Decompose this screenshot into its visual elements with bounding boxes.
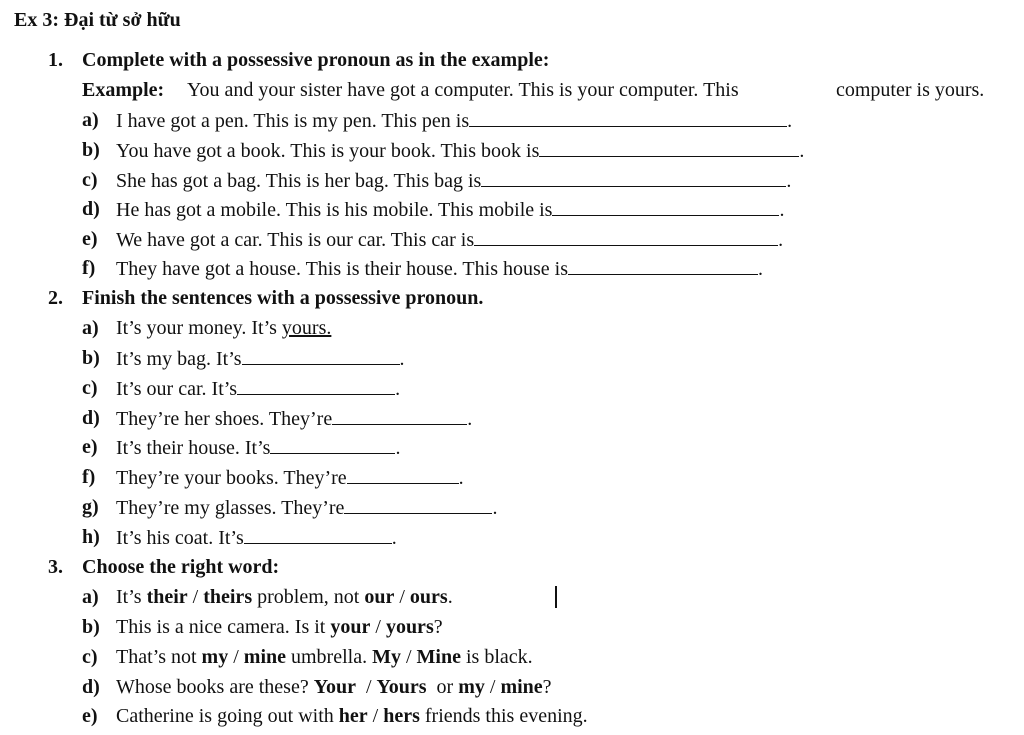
item-label: d) (82, 198, 100, 220)
choice-option[interactable]: my (458, 676, 485, 698)
choice-option[interactable]: our (364, 586, 395, 608)
sentence-end: . (447, 586, 453, 608)
choice-separator: / (370, 616, 386, 638)
item-end: . (757, 258, 763, 280)
choice-separator: / (355, 676, 377, 698)
sentence-start: This is a nice camera. Is it (116, 616, 331, 638)
choice-option[interactable]: Your (313, 676, 356, 698)
item-end: . (395, 378, 401, 400)
sentence-start: It’s (116, 586, 147, 608)
item-label: a) (82, 317, 99, 339)
item-label: b) (82, 347, 100, 369)
item-label: f) (82, 466, 96, 488)
choice-separator: / (484, 676, 501, 698)
item-label: e) (82, 705, 98, 727)
item-text: We have got a car. This is our car. This car is (116, 229, 475, 251)
choice-separator: / (394, 586, 410, 608)
choice-option[interactable]: their (146, 586, 188, 608)
choice-option[interactable]: hers (383, 705, 420, 727)
item-label: h) (82, 526, 100, 548)
item-text: They have got a house. This is their house. This house is (116, 258, 568, 280)
sentence-start: Whose books are these? (116, 676, 314, 698)
section-heading: Finish the sentences with a possessive pronoun. (82, 287, 484, 309)
item-label: e) (82, 436, 98, 458)
choice-option[interactable]: mine (243, 646, 286, 668)
item-text: I have got a pen. This is my pen. This pen is (116, 110, 470, 132)
item-label: d) (82, 676, 100, 698)
answer-blank[interactable] (344, 495, 492, 514)
sentence-start: That’s not (116, 646, 202, 668)
item-end: . (458, 467, 464, 489)
item-end: . (391, 527, 397, 549)
item-label: g) (82, 496, 99, 518)
answer-blank[interactable] (237, 376, 395, 395)
answer-blank[interactable] (469, 108, 787, 127)
item-label: c) (82, 646, 98, 668)
item-end: . (467, 408, 473, 430)
choice-option[interactable]: mine (500, 676, 543, 698)
item-label: b) (82, 139, 100, 161)
choice-separator: / (187, 586, 204, 608)
choice-option[interactable]: My (372, 646, 401, 668)
item-end: . (399, 348, 405, 370)
choice-option[interactable]: Yours (376, 676, 427, 698)
item-text: He has got a mobile. This is his mobile. This mobile is (116, 199, 553, 221)
example-label: Example: (82, 79, 165, 101)
sentence-start: Catherine is going out with (116, 705, 339, 727)
section-heading: Choose the right word: (82, 556, 280, 578)
section-number: 1. (48, 49, 63, 71)
item-end: . (787, 110, 793, 132)
sentence-end: ? (542, 676, 552, 698)
answer-blank[interactable] (474, 227, 778, 246)
item-text: It’s our car. It’s (116, 378, 238, 400)
text-cursor (555, 586, 557, 608)
section-number: 2. (48, 287, 63, 309)
item-label: f) (82, 257, 96, 279)
choice-separator: / (228, 646, 244, 668)
answer-blank[interactable] (244, 525, 392, 544)
choice-option[interactable]: Mine (416, 646, 461, 668)
item-label: c) (82, 377, 98, 399)
item-end: . (492, 497, 498, 519)
sentence-end: ? (433, 616, 443, 638)
answer-blank[interactable] (539, 138, 799, 157)
section-heading: Complete with a possessive pronoun as in the example: (82, 49, 550, 71)
item-label: a) (82, 586, 99, 608)
item-end: . (778, 229, 784, 251)
sentence-middle: umbrella. (286, 646, 373, 668)
choice-option[interactable]: yours (385, 616, 434, 638)
answer-blank[interactable] (481, 168, 786, 187)
choice-option[interactable]: your (330, 616, 371, 638)
choice-option[interactable]: my (201, 646, 229, 668)
sentence-middle: or (426, 676, 459, 698)
choice-separator: / (367, 705, 384, 727)
answer-blank[interactable] (242, 346, 400, 365)
choice-option[interactable]: ours (409, 586, 448, 608)
answer-blank[interactable] (552, 197, 779, 216)
item-end: . (799, 140, 805, 162)
exercise-title: Ex 3: Đại từ sở hữu (14, 9, 181, 31)
item-label: e) (82, 228, 98, 250)
item-text: They’re my glasses. They’re (116, 497, 345, 519)
example-answer: yours. (281, 317, 332, 339)
sentence-end: is black. (460, 646, 533, 668)
choice-option[interactable]: her (338, 705, 368, 727)
example-text: You and your sister have got a computer. This is your computer. This (187, 79, 739, 101)
choice-separator: / (400, 646, 417, 668)
item-end: . (779, 199, 785, 221)
item-label: b) (82, 616, 100, 638)
item-text: They’re your books. They’re (116, 467, 347, 489)
item-end: . (786, 170, 792, 192)
item-text: It’s their house. It’s (116, 437, 271, 459)
item-text: They’re her shoes. They’re (116, 408, 333, 430)
answer-blank[interactable] (568, 256, 758, 275)
item-label: a) (82, 109, 99, 131)
item-text: It’s your money. It’s (116, 317, 277, 339)
section-number: 3. (48, 556, 63, 578)
answer-blank[interactable] (347, 465, 459, 484)
example-answer: computer is yours. (836, 79, 985, 101)
answer-blank[interactable] (270, 435, 395, 454)
item-text: You have got a book. This is your book. This book is (116, 140, 540, 162)
sentence-end: friends this evening. (419, 705, 588, 727)
item-label: c) (82, 169, 98, 191)
choice-option[interactable]: theirs (203, 586, 253, 608)
sentence-middle: problem, not (252, 586, 365, 608)
answer-blank[interactable] (332, 406, 467, 425)
item-text: It’s his coat. It’s (116, 527, 244, 549)
item-label: d) (82, 407, 100, 429)
item-text: She has got a bag. This is her bag. This bag is (116, 170, 482, 192)
item-text: It’s my bag. It’s (116, 348, 242, 370)
item-end: . (395, 437, 401, 459)
